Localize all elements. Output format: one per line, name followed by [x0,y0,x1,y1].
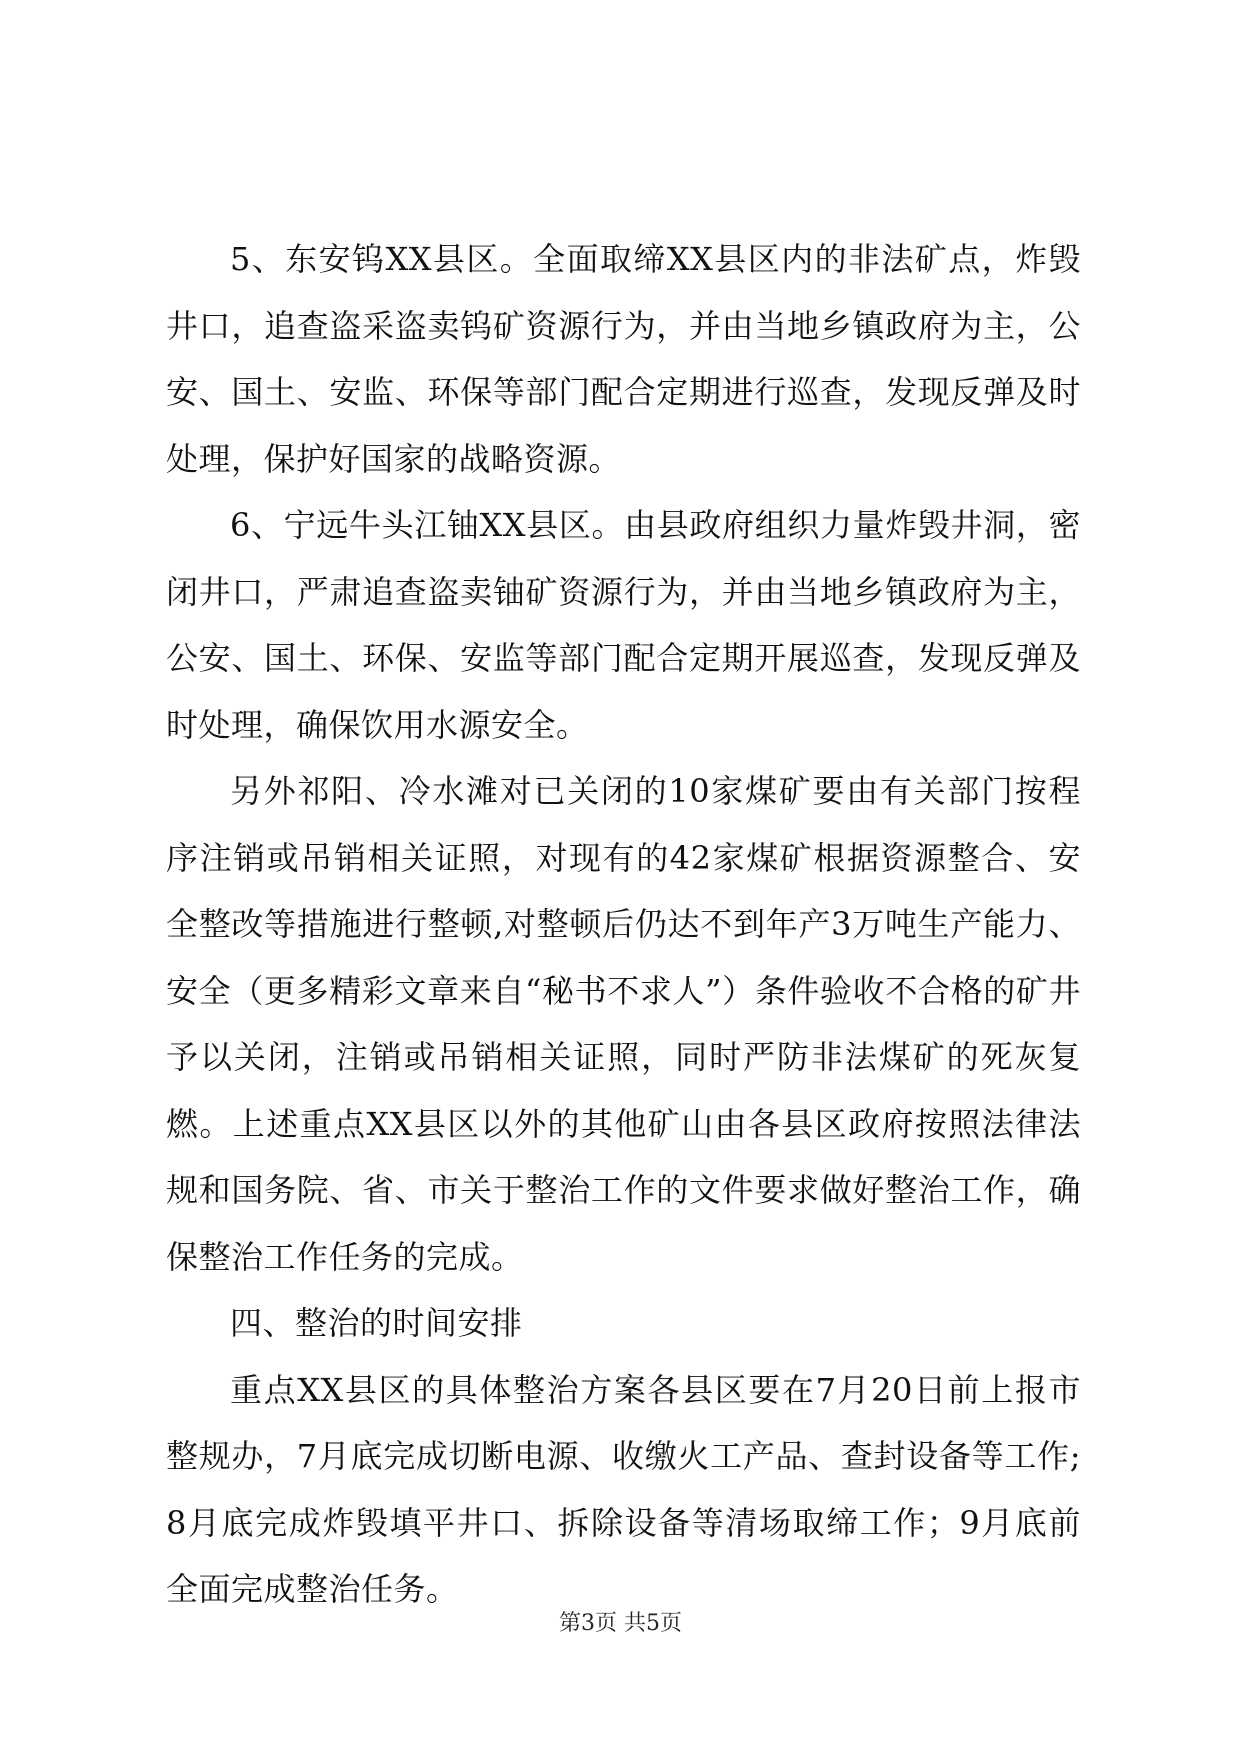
page-footer: 第3页 共5页 [559,1611,682,1636]
section-heading-schedule: 四、整治的时间安排 [230,1304,523,1342]
document-body [166,226,1081,1623]
paragraph-coal-mines: 另外祁阳、冷水滩对已关闭的10家煤矿要由有关部门按程序注销或吊销相关证照，对现有的42家煤矿根据资源整合、安全整改等措施进行整顿,对整顿后仍达不到年产3万吨生产能力、安全（更多精彩文章来自“秘书不求人”）条件验收不合格的矿井予以关闭，注销或吊销相关证照，同时严防非法煤矿的死灰复燃。上述重点XX县区以外的其他矿山由各县区政府按照法律法规和国务院、省、市关于整治工作的文件要求做好整治工作，确保整治工作任务的完成。 [166,772,1081,1276]
paragraph-dongan-tungsten: 5、东安钨XX县区。全面取缔XX县区内的非法矿点，炸毁井口，追查盗采盗卖钨矿资源行为，并由当地乡镇政府为主，公安、国土、安监、环保等部门配合定期进行巡查，发现反弹及时处理，保护好国家的战略资源。 [166,240,1081,478]
paragraph-ningyuan-uranium: 6、宁远牛头江铀XX县区。由县政府组织力量炸毁井洞，密闭井口，严肃追查盗卖铀矿资源行为，并由当地乡镇政府为主，公安、国土、环保、安监等部门配合定期开展巡查，发现反弹及时处理，确保饮用水源安全。 [166,506,1081,744]
paragraph-schedule: 重点XX县区的具体整治方案各县区要在7月20日前上报市整规办，7月底完成切断电源、收缴火工产品、查封设备等工作;8月底完成炸毁填平井口、拆除设备等清场取缔工作；9月底前全面完成整治任务。 [166,1370,1081,1608]
